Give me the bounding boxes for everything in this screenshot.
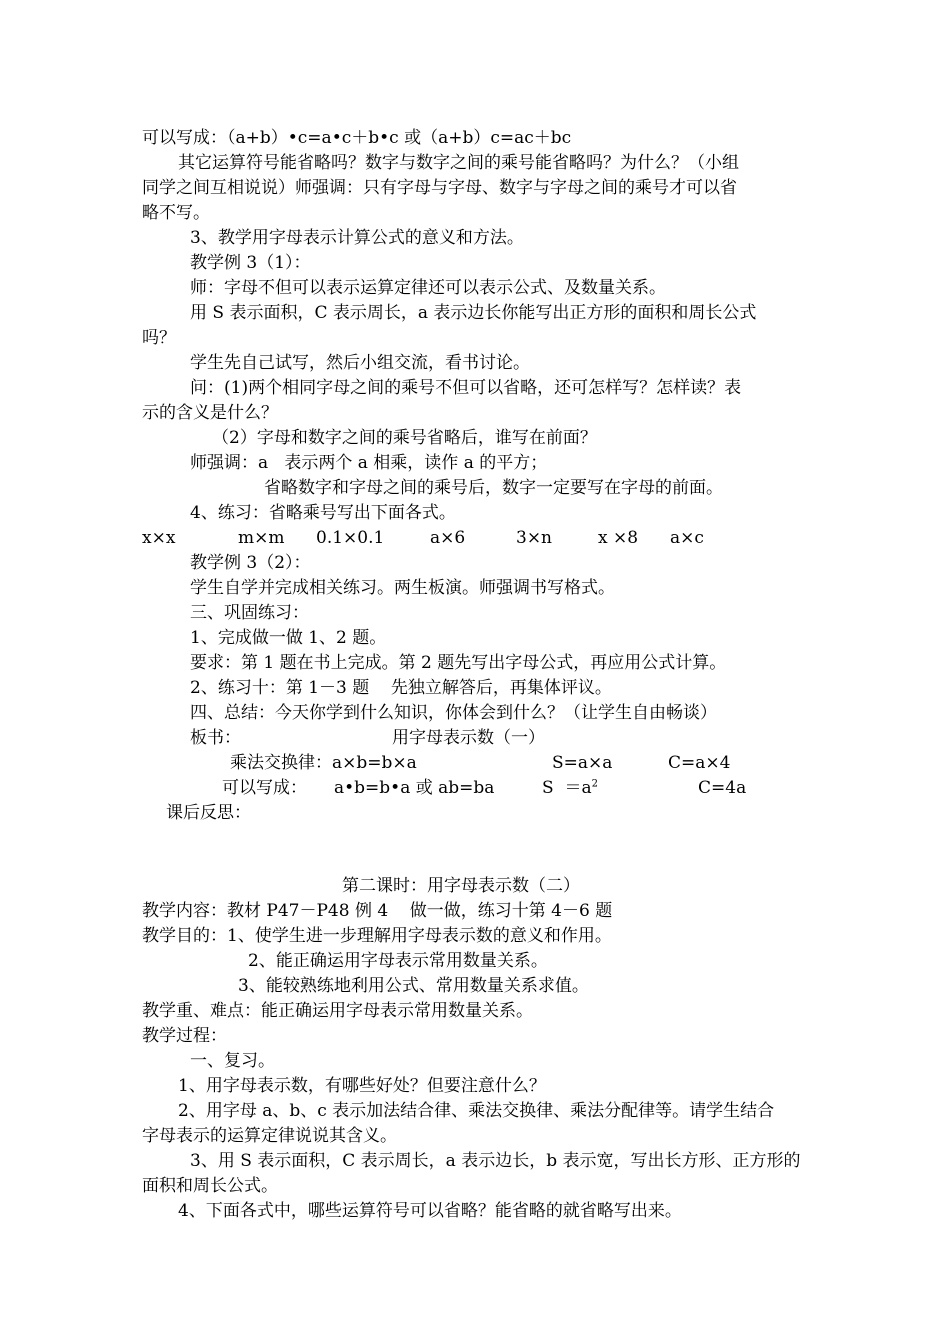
text-line: 可以写成：（a+b）•c=a•c＋b•c 或（a+b）c=ac＋bc bbox=[142, 128, 572, 148]
text-line: 吗？ bbox=[142, 328, 176, 348]
text-line: 教学目的：1、使学生进一步理解用字母表示数的意义和作用。 bbox=[142, 926, 612, 946]
exercise-item: a×6 bbox=[430, 528, 466, 548]
text-line: 2、能正确运用字母表示常用数量关系。 bbox=[248, 951, 548, 971]
text-line: 4、下面各式中，哪些运算符号可以省略？能省略的就省略写出来。 bbox=[178, 1201, 682, 1221]
text-line: 教学例 3（2）： bbox=[190, 553, 311, 573]
text-line: （2）字母和数字之间的乘号省略后，谁写在前面？ bbox=[212, 428, 597, 448]
text-line: 2、用字母 a、b、c 表示加法结合律、乘法交换律、乘法分配律等。请学生结合 bbox=[178, 1101, 775, 1121]
text-line: 其它运算符号能省略吗？数字与数字之间的乘号能省略吗？为什么？（小组 bbox=[178, 153, 739, 173]
board-formula: C=4a bbox=[698, 778, 747, 798]
exponent: 2 bbox=[591, 778, 598, 790]
exercise-item: 0.1×0.1 bbox=[316, 528, 385, 548]
board-formula: S=a×a bbox=[552, 753, 613, 773]
section-title: 第二课时：用字母表示数（二） bbox=[342, 876, 580, 896]
board-formula: 乘法交换律：a×b=b×a bbox=[230, 753, 417, 773]
exercise-item: m×m bbox=[238, 528, 285, 548]
board-formula: a•b=b•a 或 ab=ba bbox=[334, 778, 495, 798]
text-line: 教学例 3（1）： bbox=[190, 253, 311, 273]
text-line: 3、能较熟练地利用公式、常用数量关系求值。 bbox=[238, 976, 589, 996]
text-line: 1、用字母表示数，有哪些好处？但要注意什么？ bbox=[178, 1076, 546, 1096]
exercise-item: x ×8 bbox=[598, 528, 639, 548]
text-line: 用 S 表示面积，C 表示周长，a 表示边长你能写出正方形的面积和周长公式 bbox=[190, 303, 757, 323]
board-heading-row bbox=[0, 726, 950, 750]
board-formula: 可以写成： bbox=[222, 778, 307, 798]
text-line: 四、总结：今天你学到什么知识，你体会到什么？（让学生自由畅谈） bbox=[190, 703, 717, 723]
text-line: 1、完成做一做 1、2 题。 bbox=[190, 628, 387, 648]
text-line: 要求：第 1 题在书上完成。第 2 题先写出字母公式，再应用公式计算。 bbox=[190, 653, 727, 673]
text-line: 同学之间互相说说）师强调：只有字母与字母、数字与字母之间的乘号才可以省 bbox=[142, 178, 737, 198]
text-line: 学生先自己试写，然后小组交流，看书讨论。 bbox=[190, 353, 530, 373]
square-area-formula: S ＝a bbox=[542, 778, 592, 798]
text-line: 课后反思： bbox=[166, 803, 251, 823]
text-line: 3、教学用字母表示计算公式的意义和方法。 bbox=[190, 228, 524, 248]
text-line: 教学重、难点：能正确运用字母表示常用数量关系。 bbox=[142, 1001, 533, 1021]
text-line: 教学内容：教材 P47－P48 例 4 做一做，练习十第 4－6 题 bbox=[142, 901, 613, 921]
board-formula bbox=[542, 776, 598, 800]
text-line: 师强调：a 表示两个 a 相乘，读作 a 的平方； bbox=[190, 453, 548, 473]
text-line: 教学过程： bbox=[142, 1026, 227, 1046]
text-line: 省略数字和字母之间的乘号后，数字一定要写在字母的前面。 bbox=[264, 478, 723, 498]
exercise-item: x×x bbox=[142, 528, 176, 548]
text-line: 示的含义是什么？ bbox=[142, 403, 278, 423]
text-line: 三、巩固练习： bbox=[190, 603, 309, 623]
text-line: 2、练习十：第 1－3 题 先独立解答后，再集体评议。 bbox=[190, 678, 612, 698]
text-line: 师：字母不但可以表示运算定律还可以表示公式、及数量关系。 bbox=[190, 278, 666, 298]
text-line: 4、练习：省略乘号写出下面各式。 bbox=[190, 503, 456, 523]
text-line: 3、用 S 表示面积，C 表示周长，a 表示边长，b 表示宽，写出长方形、正方形的 bbox=[190, 1151, 801, 1171]
text-line: 面积和周长公式。 bbox=[142, 1176, 278, 1196]
exercise-item: a×c bbox=[670, 528, 704, 548]
board-row bbox=[0, 776, 950, 800]
board-title: 用字母表示数（一） bbox=[392, 728, 545, 748]
text-line: 字母表示的运算定律说说其含义。 bbox=[142, 1126, 397, 1146]
board-label: 板书： bbox=[190, 728, 241, 748]
text-line: 略不写。 bbox=[142, 203, 210, 223]
text-line: 一、复习。 bbox=[190, 1051, 275, 1071]
exercise-item: 3×n bbox=[516, 528, 553, 548]
board-row bbox=[0, 751, 950, 775]
exercise-row bbox=[0, 526, 950, 550]
text-line: 学生自学并完成相关练习。两生板演。师强调书写格式。 bbox=[190, 578, 615, 598]
board-formula: C=a×4 bbox=[668, 753, 731, 773]
text-line: 问：(1)两个相同字母之间的乘号不但可以省略，还可怎样写？怎样读？表 bbox=[190, 378, 742, 398]
